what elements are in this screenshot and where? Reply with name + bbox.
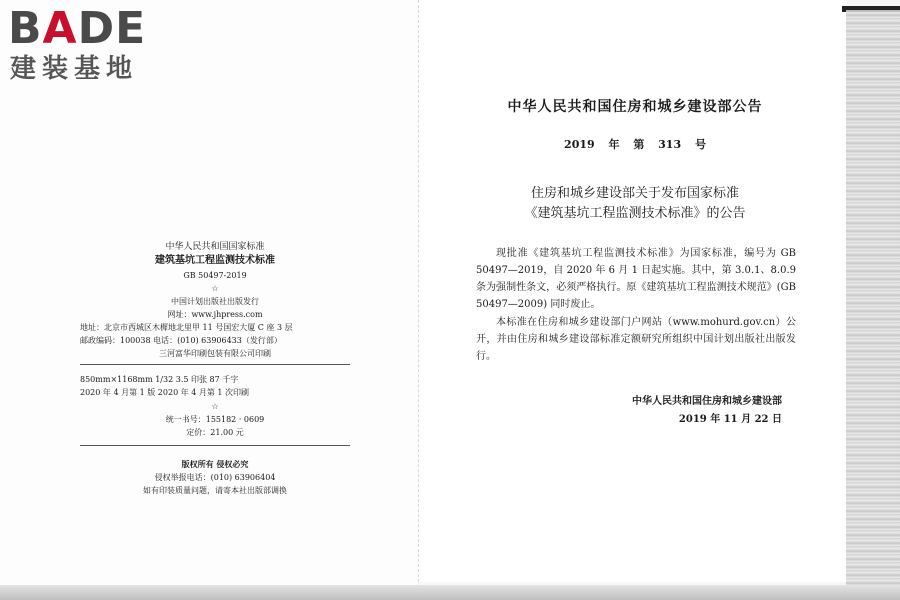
star-divider: ☆ [211,402,219,411]
cp-series: 中华人民共和国国家标准 [165,242,265,252]
logo-chinese: 建装基地 [10,54,139,84]
cp-title: 建筑基坑工程监测技术标准 [155,255,275,266]
cp-rights: 版权所有 侵权必究 [181,459,249,469]
cp-divider [80,445,350,446]
bade-logo [8,4,178,84]
cp-postal: 邮政编码：100038 电话：(010) 63906433（发行部） [80,336,282,345]
cp-edition: 2020 年 4 月第 1 版 2020 年 4 月第 1 次印刷 [80,388,250,397]
signature-date: 2019 年 11 月 22 日 [678,414,782,425]
cp-notice: 如有印装质量问题，请寄本社出版部调换 [143,486,287,495]
cp-address: 地址：北京市西城区木樨地北里甲 11 号国宏大厦 C 座 3 层 [80,323,293,332]
signature-issuer: 中华人民共和国住房和城乡建设部 [632,396,782,407]
announcement-paragraph: 本标准在住房和城乡建设部门户网站（www.mohurd.gov.cn）公开，并由住房和城乡建设部标准定额研究所组织中国计划出版社出版发行。 [476,317,796,362]
cp-publisher: 中国计划出版社出版发行 [171,297,259,306]
announcement-number: 2019 年 第 313 号 [564,138,706,151]
announcement-subtitle: 住房和城乡建设部关于发布国家标准 [530,186,739,201]
cp-report-phone: 侵权举报电话：(010) 63906404 [154,473,276,482]
scan-edge [846,10,900,585]
announcement-subtitle: 《建筑基坑工程监测技术标准》的公告 [524,206,746,221]
cp-printer: 三河富华印刷包装有限公司印刷 [159,349,271,358]
announcement-paragraph: 现批准《建筑基坑工程监测技术标准》为国家标准，编号为 GB 50497—2019，自 2020 年 6 月 1 日起实施。其中，第 3.0.1、8.0.9 条为强制性条文，必须严格执行。原《建筑基坑工程监测技术规范》(GB 50497—2009) 同时废止。 [476,248,796,310]
cp-website: 网址：www.jhpress.com [167,310,263,319]
star-divider: ☆ [211,284,219,293]
announcement-title: 中华人民共和国住房和城乡建设部公告 [507,99,763,115]
scan-bottom-shadow [0,585,900,600]
cp-isbn: 统一书号：155182 · 0609 [165,415,265,424]
cp-divider [80,364,350,365]
cp-spec: 850mm×1168mm 1/32 3.5 印张 87 千字 [80,375,239,384]
cp-code: GB 50497-2019 [183,271,247,280]
logo-wordmark: BADE [8,3,147,54]
cp-price: 定价：21.00 元 [186,428,244,437]
